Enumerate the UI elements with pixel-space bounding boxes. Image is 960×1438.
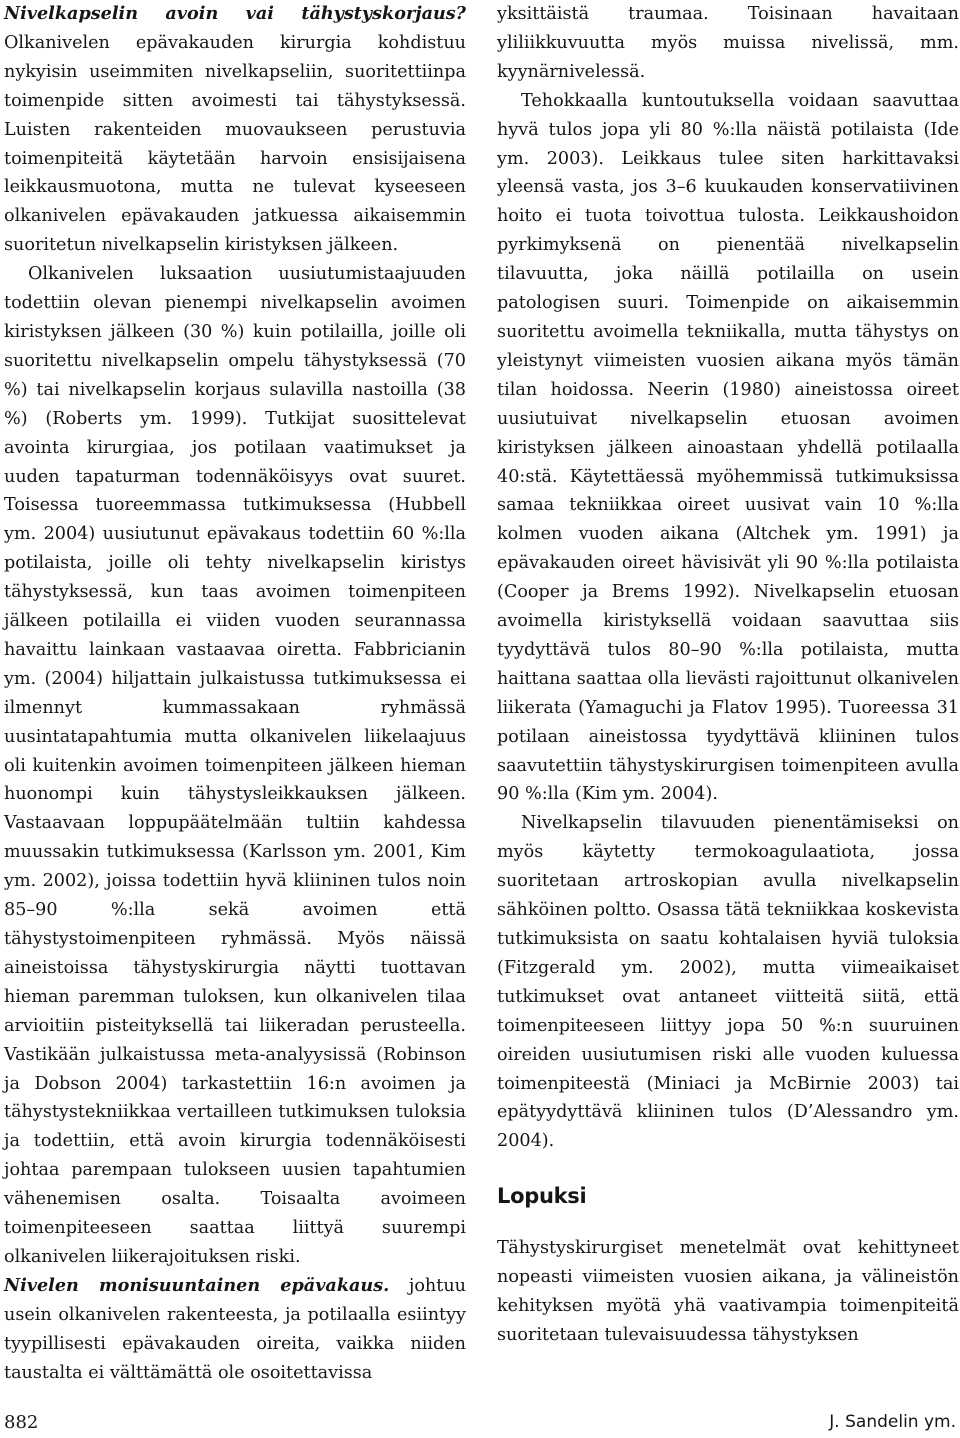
paragraph-thermocoagulation: Nivelkapselin tilavuuden pienentämiseksi on myös käytetty termokoagulaatiota, jossa suoritetaan artroskopian avulla nivelkapselin sähköinen poltto. Osassa tätä tekniikkaa koskevista tutkimuksista on saatu kohtalaisen hyviä tuloksia (Fitzgerald ym. 2002), mutta viimeaikaiset tutkimukset ovat antaneet viitteitä siitä, että toimenpiteeseen liittyy jopa 50 %:n suuruinen oireiden uusiutumisen riski alle vuoden kuluessa toimenpiteestä (Miniaci ja McBirnie 2003) tai epätyydyttävä kliininen tulos (D’Alessandro ym. 2004). <box>497 813 959 1152</box>
paragraph-text: johtuu usein olkanivelen rakenteesta, ja potilaalla esiintyy tyypillisesti epävakauden oireita, vaikka niiden taustalta ei välttämättä ole osoitettavissa <box>4 1275 466 1383</box>
subsection-lead-open-vs-arthroscopic: Nivelkapselin avoin vai tähystyskorjaus? <box>4 3 466 24</box>
paragraph-conclusion: Tähystyskirurgiset menetelmät ovat kehittyneet nopeasti viimeisten vuosien aikana, ja välineistön kehityksen myötä yhä vaativampia toimenpiteitä suoritetaan tulevaisuudessa tähystyksen <box>497 1238 959 1345</box>
paragraph-luxation-recurrence: Olkanivelen luksaation uusiutumistaajuuden todettiin olevan pienempi nivelkapselin avoimen kiristyksen jälkeen (30 %) kuin potilailla, joille oli suoritettu nivelkapselin ompelu tähystyksessä (70 %) tai nivelkapselin korjaus sulavilla nastoilla (38 %) (Roberts ym. 1999). Tutkijat suosittelevat avointa kirurgiaa, jos potilaan vaatimukset ja uuden tapaturman todennäköisyys ovat suuret. Toisessa tuoreemmassa tutkimuksessa (Hubbell ym. 2004) uusiutunut epävakaus todettiin 60 %:lla potilaista, joille oli tehty nivelkapselin kiristys tähystyksessä, kun taas avoimen toimenpiteen jälkeen potilailla ei viiden vuoden seurannassa havaittu lainkaan vastaavaa oiretta. Fabbricianin ym. (2004) hiljattain julkaistussa tutkimuksessa ei ilmennyt kummassakaan ryhmässä uusintatapahtumia mutta olkanivelen liikelaajuus oli kuitenkin avoimen toimenpiteen jälkeen hieman huonompi kuin tähystysleikkauksen jälkeen. Vastaavaan loppupäätelmään tultiin kahdessa muussakin tutkimuksessa (Karlsson ym. 2001, Kim ym. 2002), joissa todettiin hyvä kliininen tulos noin 85–90 %:lla sekä avoimen että tähystystoimenpiteen ryhmässä. Myös näissä aineistoissa tähystyskirurgia näytti tuottavan hieman paremman tuloksen, kun olkanivelen tilaa arvioitiin pisteityksellä tai liikeradan perusteella. Vastikään julkaistussa meta-analyysissä (Robinson ja Dobson 2004) tarkastettiin 16:n avoimen ja tähystystekniikkaa vertailleen tutkimuksen tuloksia ja todettiin, että avoin kirurgia todennäköisesti johtaa parempaan tulokseen uusien tapahtumien vähenemisen osalta. Toisaalta avoimeen toimenpiteeseen saattaa liittyä suurempi olkanivelen liikerajoituksen riski. <box>4 264 466 1267</box>
subsection-lead-multidirectional: Nivelen monisuuntainen epävakaus. <box>4 1274 390 1296</box>
paragraph-rehabilitation: Tehokkaalla kuntoutuksella voidaan saavuttaa hyvä tulos jopa yli 80 %:lla näistä potilaista (Ide ym. 2003). Leikkaus tulee siten harkittavaksi yleensä vasta, jos 3–6 kuukauden konservatiivinen hoito ei tuota toivottua tulosta. Leikkaushoidon pyrkimyksenä on pienentää nivelkapselin tilavuutta, joka näillä potilailla on usein patologisen suuri. Toimenpide on aikaisemmin suoritettu avoimella tekniikalla, mutta tähystys on yleistynyt viimeisten vuosien aikana myös tämän tilan hoidossa. Neerin (1980) aineistossa oireet uusiutuivat nivelkapselin etuosan avoimen kiristyksen jälkeen ainoastaan yhdellä potilaalla 40:stä. Käytettäessä myöhemmissä tutkimuksissa samaa tekniikkaa oireet uusivat vain 10 %:lla kolmen vuoden aikana (Altchek ym. 1991) ja epävakauden oireet hävisivät yli 90 %:lla potilaista (Cooper ja Brems 1992). Nivelkapselin etuosan avoimella kiristyksellä voidaan saavuttaa siis tyydyttävä tulos 80–90 %:lla potilaista, mutta haittana saattaa olla lievästi rajoittunut olkanivelen liikerata (Yamaguchi ja Flatov 1995). Tuoreessa 31 potilaan aineistossa tyydyttävä kliininen tulos saavutettiin tähystyskirurgisen toimenpiteen avulla 90 %:lla (Kim ym. 2004). <box>497 90 959 805</box>
paragraph-continuation: yksittäistä traumaa. Toisinaan havaitaan yliliikkuvuutta myös muissa nivelissä, mm. kyynärnivelessä. <box>497 4 959 82</box>
running-footer-author: J. Sandelin ym. <box>829 1412 956 1432</box>
left-column <box>4 0 466 1388</box>
paragraph-open-vs-arthroscopic <box>4 0 466 260</box>
paragraph-multidirectional-instability <box>4 1272 466 1388</box>
section-heading-lopuksi: Lopuksi <box>497 1184 587 1209</box>
right-column <box>497 0 959 1350</box>
page-number: 882 <box>4 1412 39 1433</box>
paragraph-text: Olkanivelen epävakauden kirurgia kohdistuu nykyisin useimmiten nivelkapseliin, suoritettiinpa toimenpide sitten avoimesti tai tähystyksessä. Luisten rakenteiden muovaukseen perustuvia toimenpiteitä käytetään harvoin ensisijaisena leikkausmuotona, mutta ne tulevat kyseeseen olkanivelen epävakauden jatkuessa aikaisemmin suoritetun nivelkapselin kiristyksen jälkeen. <box>4 32 466 256</box>
